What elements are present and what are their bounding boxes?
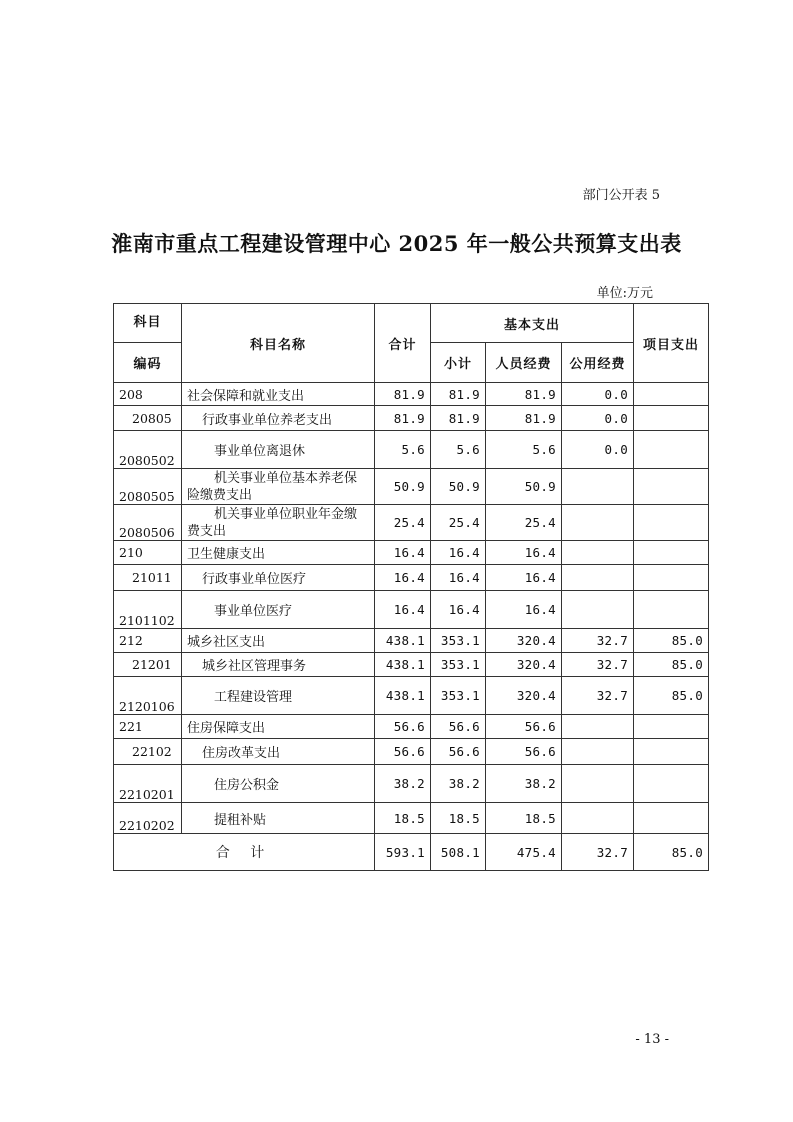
row-name: 社会保障和就业支出	[182, 383, 375, 406]
table-row	[114, 541, 709, 565]
row-project	[634, 406, 709, 431]
row-name	[182, 469, 375, 505]
table-row	[114, 677, 709, 715]
row-public: 0.0	[562, 383, 634, 406]
table-row	[114, 565, 709, 591]
row-project	[634, 765, 709, 803]
row-code: 2080502	[114, 431, 182, 469]
row-subtotal: 16.4	[431, 565, 486, 591]
row-subtotal: 81.9	[431, 383, 486, 406]
table-row	[114, 803, 709, 834]
row-subtotal: 16.4	[431, 591, 486, 629]
row-subtotal: 56.6	[431, 715, 486, 739]
row-subtotal: 353.1	[431, 653, 486, 677]
row-subtotal: 353.1	[431, 629, 486, 653]
row-code: 2101102	[114, 591, 182, 629]
row-total: 438.1	[375, 629, 431, 653]
row-code: 21011	[114, 565, 182, 591]
row-subtotal: 56.6	[431, 739, 486, 765]
grand-total-total: 593.1	[375, 834, 431, 871]
row-public: 32.7	[562, 653, 634, 677]
row-code: 208	[114, 383, 182, 406]
row-project	[634, 739, 709, 765]
row-project	[634, 591, 709, 629]
row-public	[562, 469, 634, 505]
row-total: 25.4	[375, 505, 431, 541]
header-subject-name: 科目名称	[182, 304, 375, 383]
row-subtotal: 38.2	[431, 765, 486, 803]
row-name: 事业单位医疗	[182, 591, 375, 629]
row-name: 住房改革支出	[182, 739, 375, 765]
row-project	[634, 541, 709, 565]
row-project	[634, 565, 709, 591]
row-code: 22102	[114, 739, 182, 765]
row-public	[562, 803, 634, 834]
table-row	[114, 406, 709, 431]
table-row	[114, 653, 709, 677]
row-code: 210	[114, 541, 182, 565]
row-name-line-2: 险缴费支出	[187, 488, 253, 503]
row-personnel: 320.4	[486, 677, 562, 715]
row-total: 5.6	[375, 431, 431, 469]
row-public: 32.7	[562, 629, 634, 653]
row-project: 85.0	[634, 653, 709, 677]
document-title: 淮南市重点工程建设管理中心 2025 年一般公共预算支出表	[111, 231, 682, 256]
row-total: 81.9	[375, 383, 431, 406]
row-name-line-2: 费支出	[187, 524, 227, 539]
row-project: 85.0	[634, 629, 709, 653]
row-public	[562, 739, 634, 765]
row-total: 38.2	[375, 765, 431, 803]
table-row	[114, 431, 709, 469]
table-row	[114, 383, 709, 406]
row-total: 16.4	[375, 591, 431, 629]
header-total: 合计	[375, 304, 431, 383]
header-basic-expenditure: 基本支出	[431, 304, 634, 343]
grand-total-personnel: 475.4	[486, 834, 562, 871]
row-code: 2210201	[114, 765, 182, 803]
row-code: 2120106	[114, 677, 182, 715]
row-total: 438.1	[375, 653, 431, 677]
row-code: 21201	[114, 653, 182, 677]
row-total: 438.1	[375, 677, 431, 715]
table-row	[114, 591, 709, 629]
row-total: 56.6	[375, 715, 431, 739]
unit-label: 单位:万元	[596, 286, 653, 301]
header-personnel: 人员经费	[486, 343, 562, 383]
row-public: 0.0	[562, 406, 634, 431]
row-total: 56.6	[375, 739, 431, 765]
row-personnel: 16.4	[486, 565, 562, 591]
row-personnel: 16.4	[486, 591, 562, 629]
grand-total-subtotal: 508.1	[431, 834, 486, 871]
row-project	[634, 431, 709, 469]
row-project	[634, 469, 709, 505]
row-personnel: 81.9	[486, 383, 562, 406]
grand-total-row	[114, 834, 709, 871]
row-name: 卫生健康支出	[182, 541, 375, 565]
row-project: 85.0	[634, 677, 709, 715]
row-project	[634, 505, 709, 541]
row-name: 事业单位离退休	[182, 431, 375, 469]
row-name: 城乡社区支出	[182, 629, 375, 653]
row-subtotal: 5.6	[431, 431, 486, 469]
row-name-line-1: 机关事业单位职业年金缴	[214, 507, 358, 522]
table-row	[114, 469, 709, 505]
row-name: 提租补贴	[182, 803, 375, 834]
row-code: 2080505	[114, 469, 182, 505]
grand-total-project: 85.0	[634, 834, 709, 871]
row-public	[562, 565, 634, 591]
row-public	[562, 505, 634, 541]
row-total: 50.9	[375, 469, 431, 505]
row-project	[634, 383, 709, 406]
row-subtotal: 18.5	[431, 803, 486, 834]
row-name: 住房公积金	[182, 765, 375, 803]
row-public: 32.7	[562, 677, 634, 715]
row-total: 16.4	[375, 541, 431, 565]
row-personnel: 50.9	[486, 469, 562, 505]
row-subtotal: 81.9	[431, 406, 486, 431]
row-code: 20805	[114, 406, 182, 431]
row-project	[634, 803, 709, 834]
row-name	[182, 505, 375, 541]
row-personnel: 320.4	[486, 653, 562, 677]
row-project	[634, 715, 709, 739]
row-personnel: 56.6	[486, 739, 562, 765]
row-code: 221	[114, 715, 182, 739]
row-subtotal: 353.1	[431, 677, 486, 715]
row-subtotal: 50.9	[431, 469, 486, 505]
row-code: 2210202	[114, 803, 182, 834]
row-public	[562, 591, 634, 629]
grand-total-label: 合 计	[114, 834, 375, 871]
table-row	[114, 715, 709, 739]
row-personnel: 38.2	[486, 765, 562, 803]
row-subtotal: 16.4	[431, 541, 486, 565]
row-name-line-1: 机关事业单位基本养老保	[214, 471, 358, 486]
budget-table	[113, 303, 709, 871]
row-name: 工程建设管理	[182, 677, 375, 715]
row-personnel: 56.6	[486, 715, 562, 739]
row-code: 212	[114, 629, 182, 653]
header-code-bottom: 编码	[114, 343, 182, 383]
header-project-expenditure: 项目支出	[634, 304, 709, 383]
row-personnel: 18.5	[486, 803, 562, 834]
form-tag: 部门公开表 5	[582, 188, 660, 203]
row-total: 16.4	[375, 565, 431, 591]
row-public: 0.0	[562, 431, 634, 469]
row-name: 城乡社区管理事务	[182, 653, 375, 677]
row-public	[562, 541, 634, 565]
header-subtotal: 小计	[431, 343, 486, 383]
header-code-top: 科目	[114, 304, 182, 343]
row-public	[562, 765, 634, 803]
row-subtotal: 25.4	[431, 505, 486, 541]
table-row	[114, 765, 709, 803]
table-row	[114, 505, 709, 541]
row-total: 18.5	[375, 803, 431, 834]
row-name: 行政事业单位医疗	[182, 565, 375, 591]
row-personnel: 16.4	[486, 541, 562, 565]
row-personnel: 25.4	[486, 505, 562, 541]
row-public	[562, 715, 634, 739]
grand-total-public: 32.7	[562, 834, 634, 871]
header-public: 公用经费	[562, 343, 634, 383]
row-name: 行政事业单位养老支出	[182, 406, 375, 431]
page-number: - 13 -	[635, 1032, 669, 1047]
row-personnel: 320.4	[486, 629, 562, 653]
table-row	[114, 739, 709, 765]
row-personnel: 81.9	[486, 406, 562, 431]
table-row	[114, 629, 709, 653]
row-total: 81.9	[375, 406, 431, 431]
row-name: 住房保障支出	[182, 715, 375, 739]
row-personnel: 5.6	[486, 431, 562, 469]
row-code: 2080506	[114, 505, 182, 541]
